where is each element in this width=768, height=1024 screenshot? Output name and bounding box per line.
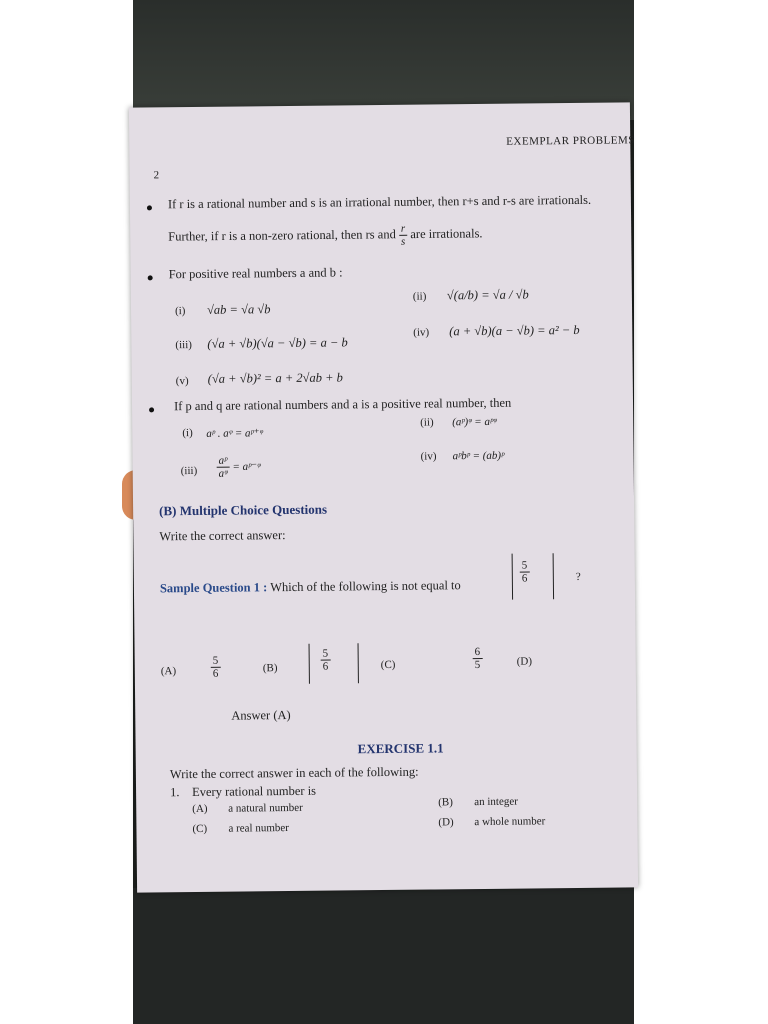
textbook-page (129, 102, 638, 892)
sample-answer: Answer (A) (231, 707, 291, 723)
bullet (148, 275, 153, 280)
sample-text: Which of the following is not equal to (270, 578, 461, 595)
exercise-instruction: Write the correct answer in each of the following: (169, 764, 419, 782)
option-label: (D) (516, 655, 533, 668)
frac-den: 6 (322, 660, 329, 673)
fraction-ap-over-aq (217, 455, 230, 480)
law-label: (iv) (420, 450, 437, 463)
identity-expr: √(a/b) = √a / √b (446, 287, 529, 303)
exponent-intro: If p and q are rational numbers and a is a positive real number, then (173, 395, 512, 414)
question-number: 1. (170, 785, 180, 800)
frac-num: 5 (520, 559, 530, 572)
question-mark: ? (575, 570, 581, 583)
sample-question (160, 578, 461, 596)
frac-den: s (400, 235, 406, 248)
law-expr-fraction (217, 454, 261, 479)
frac-num: r (399, 223, 407, 236)
choice-text: a real number (228, 822, 289, 835)
fraction-5-over-6 (520, 559, 530, 584)
frac-den: 6 (521, 572, 528, 585)
page-bottom-shadow (133, 888, 634, 1024)
identity-expr: √ab = √a √b (206, 302, 271, 317)
rule-rational-irrational-2 (168, 222, 483, 250)
identity-expr: (a + √b)(a − √b) = a² − b (449, 322, 580, 339)
section-title: (B) Multiple Choice Questions (159, 501, 328, 519)
expression-5-6 (520, 559, 530, 584)
option-a-expr (211, 655, 221, 680)
sample-label: Sample Question 1 : (159, 580, 268, 596)
identity-expr: (√a + √b)(√a − √b) = a − b (207, 335, 348, 351)
identity-label: (iv) (413, 326, 430, 339)
law-expr: = aᵖ⁻ᵠ (232, 460, 261, 473)
bullet (149, 407, 154, 412)
law-expr: aᵖ . aᵠ = aᵖ⁺ᵠ (206, 427, 263, 440)
bracket-expression (512, 553, 554, 599)
frac-den: aᵠ (218, 467, 228, 480)
frac-den: 5 (474, 658, 481, 672)
identity-label: (i) (174, 305, 186, 318)
identity-label: (iii) (175, 338, 192, 352)
rule-text-end: are irrationals. (410, 226, 483, 242)
section-instruction: Write the correct answer: (159, 528, 286, 544)
frac-num: 5 (211, 655, 221, 668)
identity-expr: (√a + √b)² = a + 2√ab + b (207, 370, 343, 386)
background-right (634, 0, 768, 1024)
option-b-bracket (309, 643, 359, 684)
fraction-6-over-5 (473, 646, 483, 671)
option-label: (C) (380, 658, 396, 672)
bullet (147, 205, 152, 210)
identity-label: (v) (175, 375, 189, 388)
law-label: (i) (182, 426, 193, 440)
page-header: EXEMPLAR PROBLEMS (506, 134, 635, 148)
law-label: (ii) (420, 416, 434, 429)
law-expr: (aᵖ)ᵠ = aᵖᵠ (452, 415, 497, 429)
page-number: 2 (153, 169, 160, 182)
positive-reals-intro: For positive real numbers a and b : (168, 265, 343, 282)
frac-num: 5 (321, 648, 331, 661)
choice-label: (A) (192, 802, 208, 816)
frac-num: 6 (473, 646, 483, 659)
frac-den: 6 (212, 667, 219, 680)
rule-text: Further, if r is a non-zero rational, then rs and (168, 227, 396, 244)
choice-text: an integer (474, 795, 518, 809)
choice-label: (B) (438, 796, 453, 809)
choice-text: a natural number (228, 801, 303, 815)
identity-label: (ii) (412, 290, 427, 303)
option-b-expr (321, 648, 331, 673)
background-left (0, 0, 133, 1024)
choice-text: a whole number (474, 815, 546, 829)
option-label: (B) (262, 662, 278, 675)
fraction-r-over-s (399, 223, 408, 248)
rule-rational-irrational: If r is a rational number and s is an irrational number, then r+s and r-s are irrationals. (167, 192, 592, 212)
choice-label: (D) (438, 816, 454, 829)
option-label: (A) (160, 665, 177, 678)
option-c-expr (473, 646, 483, 671)
law-label: (iii) (180, 464, 198, 478)
exercise-title: EXERCISE 1.1 (357, 740, 444, 757)
question-text: Every rational number is (192, 783, 317, 800)
choice-label: (C) (192, 822, 208, 836)
law-expr: aᵖbᵖ = (ab)ᵖ (452, 449, 505, 463)
fraction-5-over-6 (321, 648, 331, 673)
fraction-5-over-6 (211, 655, 221, 680)
frac-num: aᵖ (217, 455, 230, 468)
